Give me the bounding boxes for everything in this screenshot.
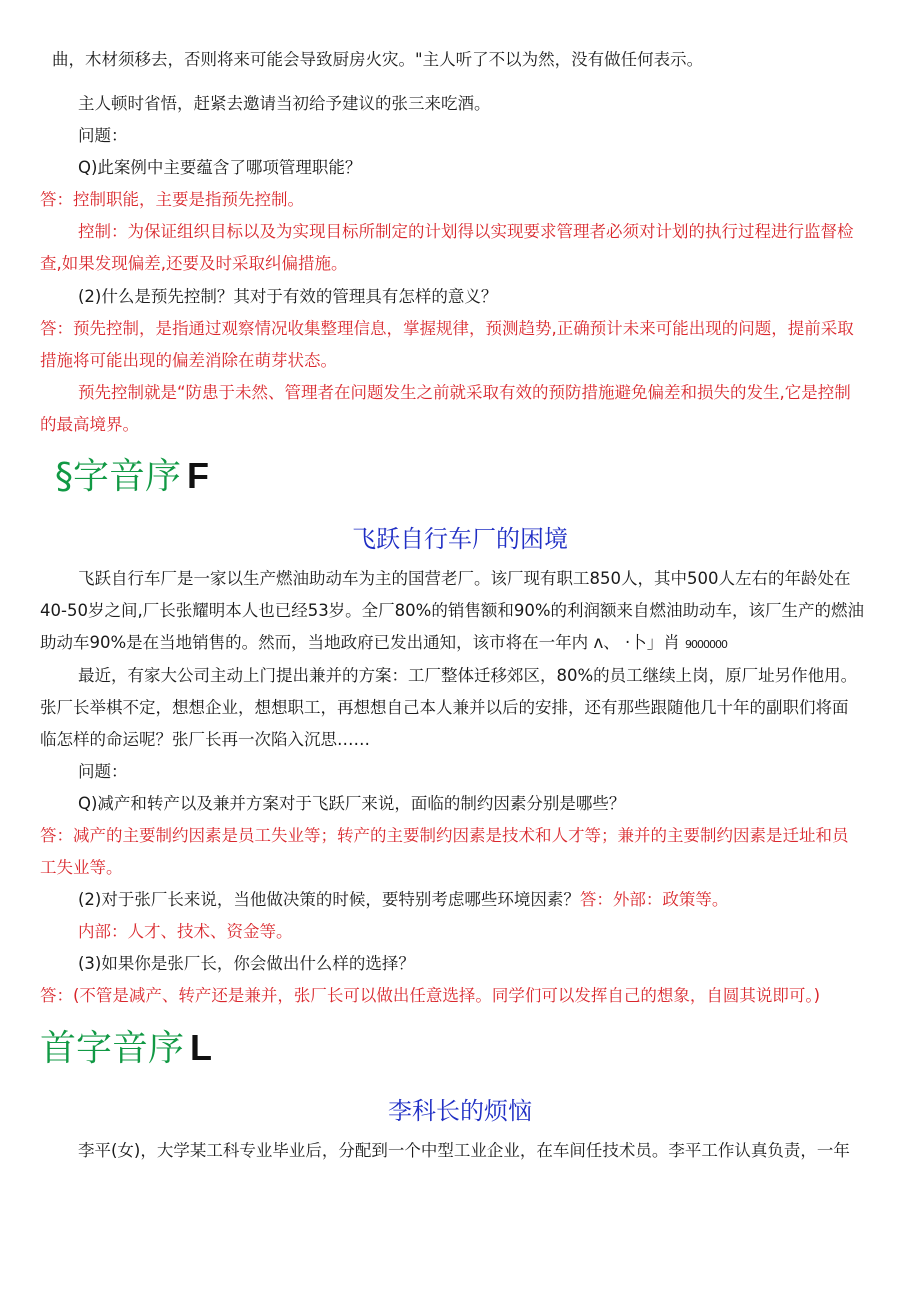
answer-1: 工失业等。 bbox=[40, 858, 123, 877]
answer-2: 答：预先控制，是指通过观察情况收集整理信息，掌握规律，预测趋势,正确预计未来可能出现的问题，提前采取 bbox=[40, 319, 854, 338]
case-title: 飞跃自行车厂的困境 bbox=[352, 525, 568, 553]
paragraph-line: 飞跃自行车厂是一家以生产燃油助动车为主的国营老厂。该厂现有职工850人，其中500人左右的年龄处在 bbox=[78, 569, 851, 588]
answer-inline: 答：外部：政策等。 bbox=[579, 890, 729, 909]
garbled-text: ʌ、 ·卜」肖 bbox=[593, 633, 680, 652]
paragraph-line: 曲，木材须移去，否则将来可能会导致厨房火灾。"主人听了不以为然，没有做任何表示。 bbox=[52, 50, 704, 69]
question-text: (2)对于张厂长来说，当他做决策的时候，要特别考虑哪些环境因素？ bbox=[78, 890, 580, 909]
paragraph-line: 临怎样的命运呢？张厂长再一次陷入沉思…… bbox=[40, 730, 370, 749]
answer-2: 措施将可能出现的偏差消除在萌芽状态。 bbox=[40, 351, 337, 370]
answer-1: 答：减产的主要制约因素是员工失业等；转产的主要制约因素是技术和人才等；兼并的主要制约因素是迁址和员 bbox=[40, 826, 849, 845]
answer-1-detail: 控制：为保证组织目标以及为实现目标所制定的计划得以实现要求管理者必须对计划的执行过程进行监督检 bbox=[78, 222, 854, 241]
case-title: 李科长的烦恼 bbox=[388, 1097, 532, 1125]
answer-1-detail: 查,如果发现偏差,还要及时采取纠偏措施。 bbox=[40, 254, 348, 273]
paragraph-line: 李平(女)，大学某工科专业毕业后，分配到一个中型工业企业，在车间任技术员。李平工作认真负责，一年 bbox=[78, 1141, 850, 1160]
answer-2: 内部：人才、技术、资金等。 bbox=[78, 922, 293, 941]
question-1: Q)减产和转产以及兼并方案对于飞跃厂来说，面临的制约因素分别是哪些？ bbox=[78, 794, 626, 813]
garbled-digits: 9000000 bbox=[684, 638, 727, 651]
paragraph-line: 最近，有家大公司主动上门提出兼并的方案：工厂整体迁移郊区，80%的员工继续上岗，原厂址另作他用。 bbox=[78, 666, 858, 685]
paragraph-text: 助动车90%是在当地销售的。然而，当地政府已发出通知，该市将在一年内 bbox=[40, 633, 589, 652]
answer-2-detail: 的最高境界。 bbox=[40, 415, 139, 434]
question-3: (3)如果你是张厂长，你会做出什么样的选择？ bbox=[78, 954, 415, 973]
question-2: (2)什么是预先控制？其对于有效的管理具有怎样的意义？ bbox=[78, 287, 498, 306]
questions-label: 问题： bbox=[78, 762, 128, 781]
question-1: Q)此案例中主要蕴含了哪项管理职能？ bbox=[78, 158, 362, 177]
paragraph-line: 40-50岁之间,厂长张耀明本人也已经53岁。全厂80%的销售额和90%的利润额来自燃油助动车，该厂生产的燃油 bbox=[40, 601, 865, 620]
paragraph-line: 张厂长举棋不定，想想企业，想想职工，再想想自己本人兼并以后的安排，还有那些跟随他几十年的副职们将面 bbox=[40, 698, 849, 717]
section-heading-letter: L bbox=[190, 1027, 213, 1068]
questions-label: 问题： bbox=[78, 126, 128, 145]
section-heading-text: §字音序 bbox=[55, 456, 182, 497]
section-heading-letter: F bbox=[187, 455, 210, 496]
answer-1: 答：控制职能，主要是指预先控制。 bbox=[40, 190, 304, 209]
section-heading-text: 首字音序 bbox=[40, 1028, 185, 1069]
answer-2-detail: 预先控制就是“防患于未然、管理者在问题发生之前就采取有效的预防措施避免偏差和损失的发生,它是控制 bbox=[78, 383, 851, 402]
answer-3: 答：(不管是减产、转产还是兼并，张厂长可以做出任意选择。同学们可以发挥自己的想象，自圆其说即可。) bbox=[40, 986, 821, 1005]
question-2 bbox=[78, 884, 885, 916]
section-heading-l bbox=[40, 1026, 212, 1071]
paragraph-line: 主人顿时省悟，赶紧去邀请当初给予建议的张三来吃酒。 bbox=[78, 94, 491, 113]
paragraph-line bbox=[40, 627, 885, 661]
section-heading-f bbox=[55, 454, 209, 499]
